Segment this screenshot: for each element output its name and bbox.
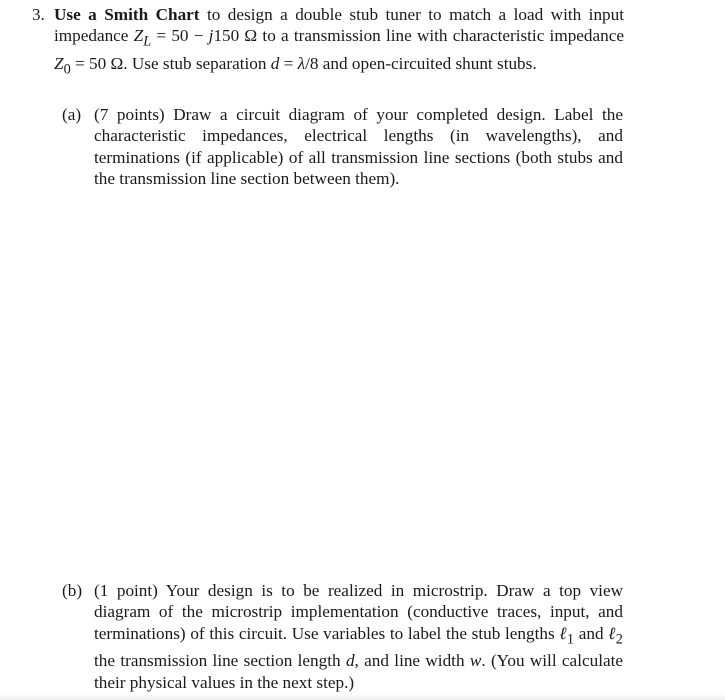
part-b-text-5: . (You will calculate their physical values in the next step.) bbox=[94, 651, 623, 692]
part-b-text-2: and bbox=[574, 623, 609, 643]
z0-subscript: 0 bbox=[63, 61, 71, 78]
problem-text-3: 150 Ω to a transmission line with characteristic impedance bbox=[213, 26, 624, 46]
part-b-text-1: (1 point) Your design is to be realized in microstrip. Draw a top view diagram of the microstrip implementation (conductive traces, input, and terminations) of this circuit. Use variables to label the stub lengths bbox=[94, 581, 623, 643]
l1-subscript: 1 bbox=[566, 631, 575, 648]
d-symbol-b: d bbox=[345, 651, 355, 671]
part-b-text-4: , and line width bbox=[354, 651, 470, 671]
problem-text-4: = 50 Ω. Use stub separation bbox=[70, 54, 271, 74]
part-b-label: (b) bbox=[62, 581, 83, 600]
problem-text-5: = bbox=[279, 54, 298, 74]
problem-statement bbox=[54, 4, 624, 81]
problem-text-2: = 50 − bbox=[151, 26, 209, 46]
part-b-text bbox=[94, 580, 623, 693]
problem-text-1: to design a double stub tuner to match a load with input impedance bbox=[54, 5, 624, 46]
page-bottom-edge bbox=[0, 694, 725, 700]
lambda-symbol: λ bbox=[297, 54, 306, 74]
problem-lead-bold: Use a Smith Chart bbox=[54, 5, 200, 24]
j-symbol: j bbox=[208, 26, 214, 46]
zl-symbol: Z bbox=[133, 26, 144, 46]
w-symbol: w bbox=[469, 651, 482, 671]
part-b-text-3: the transmission line section length bbox=[94, 651, 346, 671]
l1-symbol: ℓ bbox=[559, 623, 567, 643]
d-symbol: d bbox=[270, 54, 280, 74]
problem-number: 3. bbox=[32, 5, 45, 24]
problem-text-6: /8 and open-circuited shunt stubs. bbox=[305, 54, 537, 74]
l2-subscript: 2 bbox=[615, 631, 623, 648]
part-a-text: (7 points) Draw a circuit diagram of your completed design. Label the characteristic impedances, electrical lengths (in wavelengths), and terminations (if applicable) of all transmission line sections (both stubs and the transmission line section between them). bbox=[94, 105, 623, 188]
z0-symbol: Z bbox=[54, 54, 64, 74]
l2-symbol: ℓ bbox=[608, 623, 616, 643]
zl-subscript: L bbox=[143, 33, 152, 50]
part-a-label: (a) bbox=[62, 105, 82, 124]
